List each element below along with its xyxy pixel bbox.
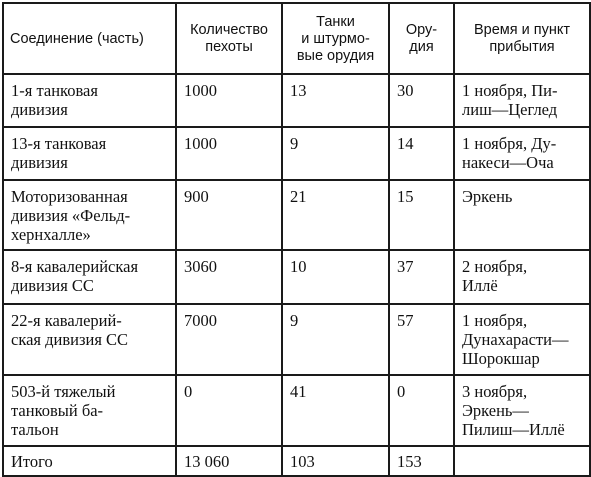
cell-guns: 30 (389, 74, 454, 127)
table-total-row (3, 446, 590, 476)
cell-guns: 0 (389, 375, 454, 446)
cell-arrival: Эркень (454, 180, 590, 250)
cell-tanks: 13 (282, 74, 389, 127)
table-row (3, 127, 590, 180)
cell-total-tanks: 103 (282, 446, 389, 476)
cell-unit: 1-я танковая дивизия (3, 74, 176, 127)
cell-infantry: 1000 (176, 74, 282, 127)
cell-tanks: 9 (282, 304, 389, 375)
cell-guns: 37 (389, 250, 454, 304)
cell-infantry: 7000 (176, 304, 282, 375)
cell-arrival: 1 ноября, Пи- лиш—Цеглед (454, 74, 590, 127)
cell-infantry: 0 (176, 375, 282, 446)
units-table (2, 2, 591, 477)
cell-tanks: 10 (282, 250, 389, 304)
table-row (3, 180, 590, 250)
cell-unit: 8-я кавалерийская дивизия СС (3, 250, 176, 304)
cell-guns: 57 (389, 304, 454, 375)
cell-guns: 14 (389, 127, 454, 180)
cell-total-guns: 153 (389, 446, 454, 476)
table-header-row (3, 3, 590, 74)
cell-guns: 15 (389, 180, 454, 250)
cell-total-arrival (454, 446, 590, 476)
cell-arrival: 1 ноября, Ду- накеси—Оча (454, 127, 590, 180)
table-row (3, 250, 590, 304)
header-arrival: Время и пункт прибытия (454, 3, 590, 74)
cell-total-label: Итого (3, 446, 176, 476)
cell-infantry: 1000 (176, 127, 282, 180)
header-tanks: Танки и штурмо- вые орудия (282, 3, 389, 74)
cell-arrival: 1 ноября, Дунахарасти— Шорокшар (454, 304, 590, 375)
table-row (3, 304, 590, 375)
header-guns: Ору- дия (389, 3, 454, 74)
cell-unit: 503-й тяжелый танковый ба- тальон (3, 375, 176, 446)
table-row (3, 74, 590, 127)
cell-infantry: 900 (176, 180, 282, 250)
cell-tanks: 21 (282, 180, 389, 250)
cell-arrival: 2 ноября, Иллё (454, 250, 590, 304)
header-infantry: Количество пехоты (176, 3, 282, 74)
cell-unit: 22-я кавалерий- ская дивизия СС (3, 304, 176, 375)
cell-infantry: 3060 (176, 250, 282, 304)
cell-unit: 13-я танковая дивизия (3, 127, 176, 180)
cell-unit: Моторизованная дивизия «Фельд- хернхалле» (3, 180, 176, 250)
header-unit: Соединение (часть) (3, 3, 176, 74)
cell-tanks: 9 (282, 127, 389, 180)
cell-arrival: 3 ноября, Эркень— Пилиш—Иллё (454, 375, 590, 446)
cell-total-infantry: 13 060 (176, 446, 282, 476)
cell-tanks: 41 (282, 375, 389, 446)
table-row (3, 375, 590, 446)
